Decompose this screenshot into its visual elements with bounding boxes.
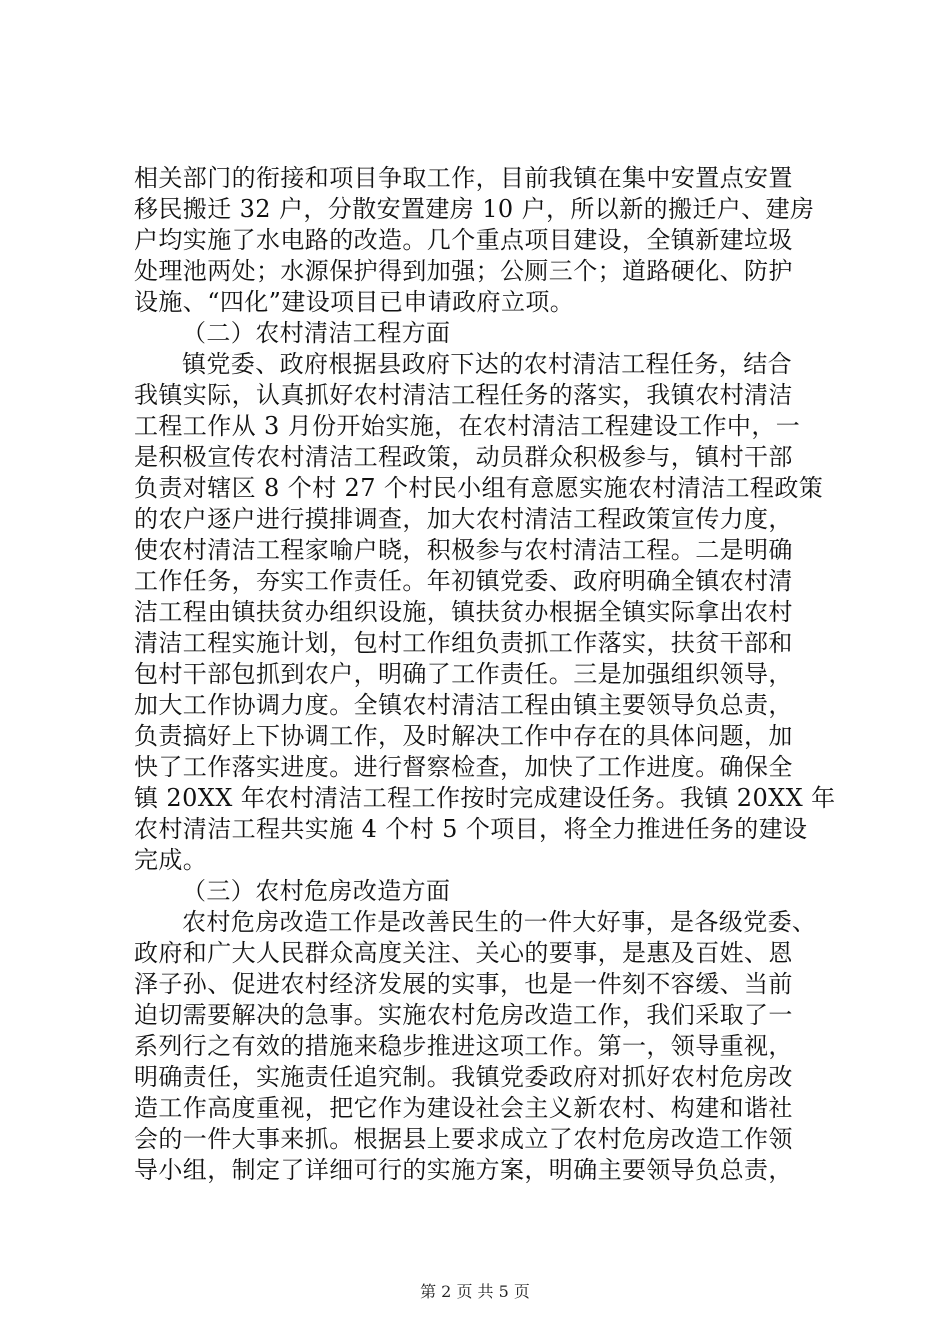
paragraph-line: 负责搞好上下协调工作，及时解决工作中存在的具体问题，加 xyxy=(134,722,793,750)
paragraph-line: 工作任务，夯实工作责任。年初镇党委、政府明确全镇农村清 xyxy=(134,567,793,595)
paragraph-line: 镇 20XX 年农村清洁工程工作按时完成建设任务。我镇 20XX 年 xyxy=(134,784,836,812)
paragraph-line: 我镇实际，认真抓好农村清洁工程任务的落实，我镇农村清洁 xyxy=(134,381,793,409)
paragraph-line: 户均实施了水电路的改造。几个重点项目建设，全镇新建垃圾 xyxy=(134,226,793,254)
paragraph-line: 政府和广大人民群众高度关注、关心的要事，是惠及百姓、恩 xyxy=(134,939,793,967)
paragraph-line: 导小组，制定了详细可行的实施方案，明确主要领导负总责， xyxy=(134,1156,793,1184)
section-heading-3: （三）农村危房改造方面 xyxy=(182,877,451,905)
paragraph-line: 完成。 xyxy=(134,846,208,874)
paragraph-line: 会的一件大事来抓。根据县上要求成立了农村危房改造工作领 xyxy=(134,1125,793,1153)
paragraph-line: 迫切需要解决的急事。实施农村危房改造工作，我们采取了一 xyxy=(134,1001,793,1029)
paragraph-line: 的农户逐户进行摸排调查，加大农村清洁工程政策宣传力度， xyxy=(134,505,793,533)
paragraph-line: 明确责任，实施责任追究制。我镇党委政府对抓好农村危房改 xyxy=(134,1063,793,1091)
paragraph-line: 泽子孙、促进农村经济发展的实事，也是一件刻不容缓、当前 xyxy=(134,970,793,998)
paragraph-line: 清洁工程实施计划，包村工作组负责抓工作落实，扶贫干部和 xyxy=(134,629,793,657)
paragraph-line: 镇党委、政府根据县政府下达的农村清洁工程任务，结合 xyxy=(182,350,792,378)
paragraph-line: 加大工作协调力度。全镇农村清洁工程由镇主要领导负总责， xyxy=(134,691,793,719)
paragraph-line: 快了工作落实进度。进行督察检查，加快了工作进度。确保全 xyxy=(134,753,793,781)
paragraph-line: 处理池两处；水源保护得到加强；公厕三个；道路硬化、防护 xyxy=(134,257,793,285)
paragraph-line: 负责对辖区 8 个村 27 个村民小组有意愿实施农村清洁工程政策 xyxy=(134,474,824,502)
paragraph-line: 造工作高度重视，把它作为建设社会主义新农村、构建和谐社 xyxy=(134,1094,793,1122)
paragraph-line: 洁工程由镇扶贫办组织设施，镇扶贫办根据全镇实际拿出农村 xyxy=(134,598,793,626)
paragraph-line: 农村危房改造工作是改善民生的一件大好事，是各级党委、 xyxy=(182,908,817,936)
paragraph-line: 设施、“四化”建设项目已申请政府立项。 xyxy=(134,288,575,316)
page-footer: 第 2 页 共 5 页 xyxy=(420,1282,530,1301)
paragraph-line: 农村清洁工程共实施 4 个村 5 个项目，将全力推进任务的建设 xyxy=(134,815,808,843)
paragraph-line: 是积极宣传农村清洁工程政策，动员群众积极参与，镇村干部 xyxy=(134,443,793,471)
paragraph-line: 相关部门的衔接和项目争取工作，目前我镇在集中安置点安置 xyxy=(134,164,793,192)
section-heading-2: （二）农村清洁工程方面 xyxy=(182,319,451,347)
paragraph-line: 移民搬迁 32 户，分散安置建房 10 户，所以新的搬迁户、建房 xyxy=(134,195,815,223)
paragraph-line: 工程工作从 3 月份开始实施，在农村清洁工程建设工作中，一 xyxy=(134,412,801,440)
document-body xyxy=(134,163,836,1186)
paragraph-line: 使农村清洁工程家喻户晓，积极参与农村清洁工程。二是明确 xyxy=(134,536,793,564)
paragraph-line: 系列行之有效的措施来稳步推进这项工作。第一，领导重视， xyxy=(134,1032,793,1060)
paragraph-line: 包村干部包抓到农户，明确了工作责任。三是加强组织领导， xyxy=(134,660,793,688)
